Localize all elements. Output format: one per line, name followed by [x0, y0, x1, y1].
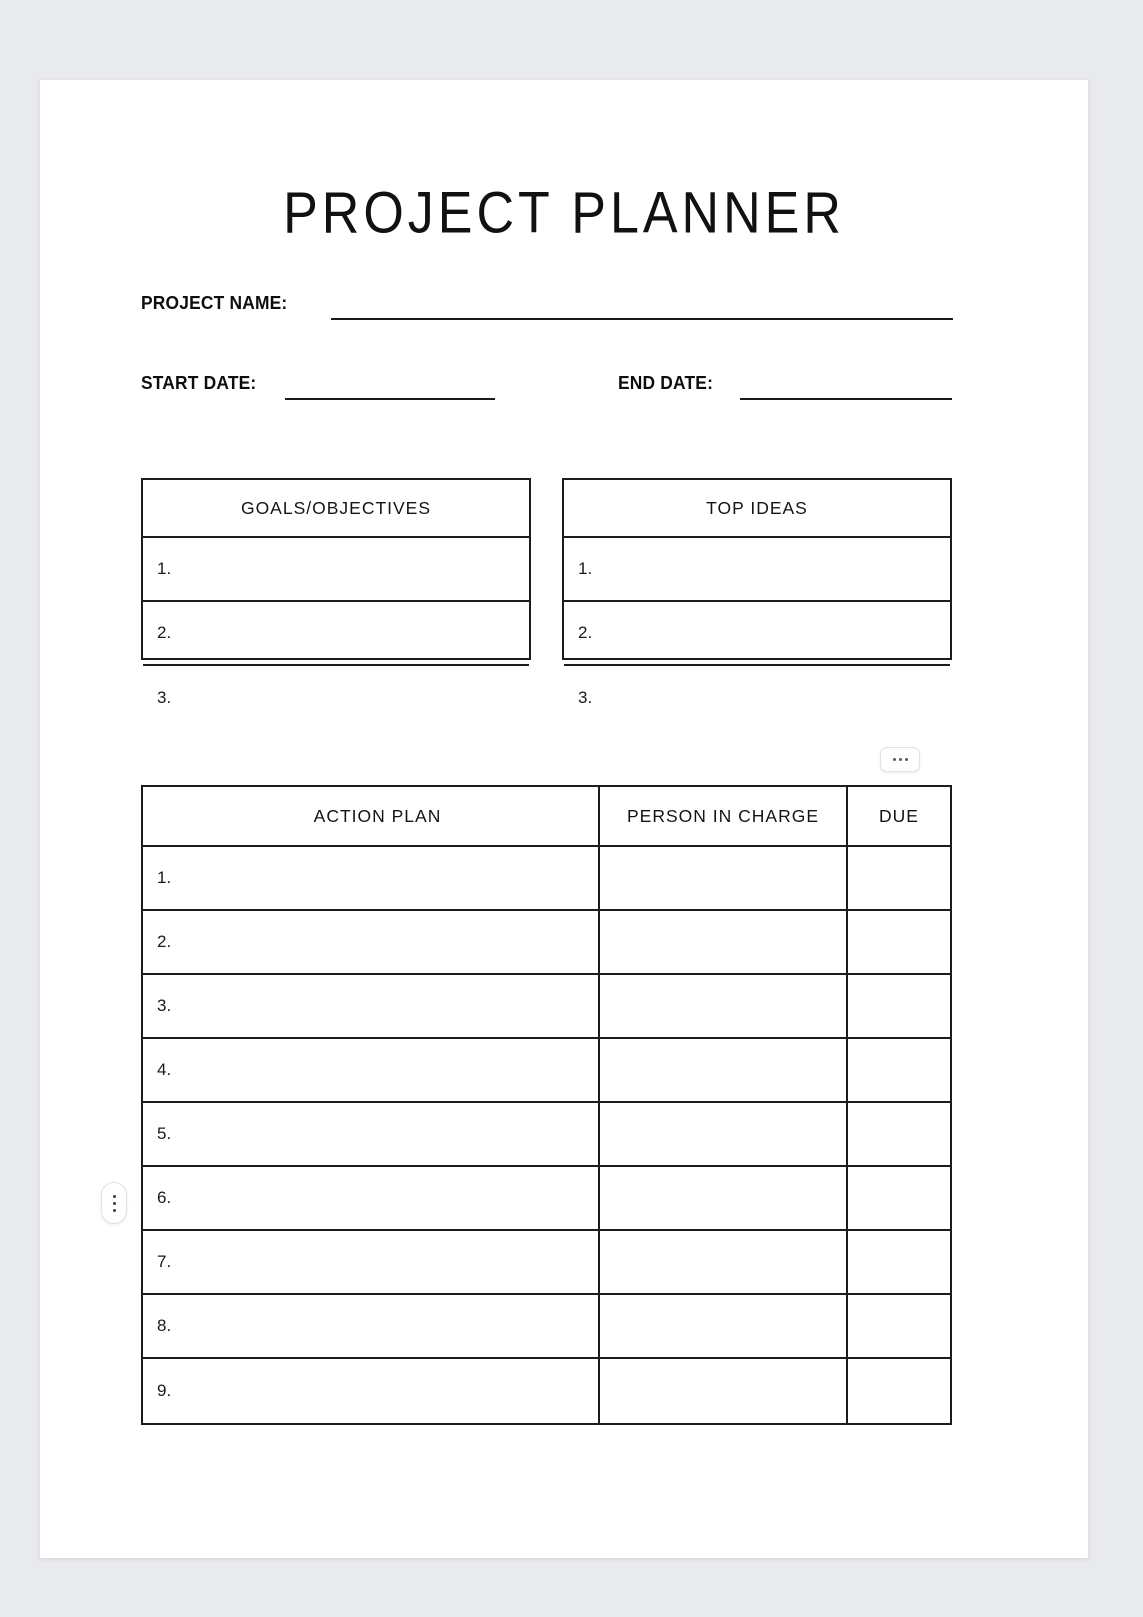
due-header-cell — [848, 787, 950, 845]
action-plan-header-cell — [143, 787, 600, 845]
table-row[interactable] — [143, 1167, 950, 1231]
drag-handle-button[interactable] — [101, 1182, 127, 1224]
table-row[interactable] — [143, 975, 950, 1039]
ellipsis-vertical-icon — [113, 1202, 116, 1205]
start-date-label: START DATE: — [141, 372, 257, 393]
top-ideas-header-label: TOP IDEAS — [706, 497, 808, 518]
due-cell[interactable] — [848, 1231, 950, 1293]
action-plan-header-label: ACTION PLAN — [313, 805, 442, 826]
due-cell[interactable] — [848, 847, 950, 909]
ideas-row[interactable] — [564, 602, 950, 666]
action-plan-cell[interactable] — [143, 1295, 600, 1357]
due-cell[interactable] — [848, 1167, 950, 1229]
action-plan-cell[interactable] — [143, 1039, 600, 1101]
person-in-charge-cell[interactable] — [600, 847, 848, 909]
end-date-input[interactable] — [740, 398, 952, 400]
action-plan-row-number: 8. — [157, 1316, 172, 1335]
person-in-charge-cell[interactable] — [600, 911, 848, 973]
ellipsis-vertical-icon — [113, 1209, 116, 1212]
due-cell[interactable] — [848, 911, 950, 973]
action-plan-row-number: 4. — [157, 1060, 172, 1079]
person-in-charge-cell[interactable] — [600, 1167, 848, 1229]
goals-row-number: 1. — [157, 559, 172, 578]
due-cell[interactable] — [848, 1295, 950, 1357]
ideas-row-number: 1. — [578, 559, 593, 578]
action-plan-cell[interactable] — [143, 1231, 600, 1293]
goals-row[interactable] — [143, 538, 529, 602]
table-row[interactable] — [143, 847, 950, 911]
action-plan-cell[interactable] — [143, 847, 600, 909]
person-in-charge-cell[interactable] — [600, 1231, 848, 1293]
action-plan-header-row — [143, 787, 950, 847]
goals-row[interactable] — [143, 666, 529, 730]
person-in-charge-cell[interactable] — [600, 975, 848, 1037]
ideas-row[interactable] — [564, 666, 950, 730]
person-in-charge-cell[interactable] — [600, 1103, 848, 1165]
action-plan-row-number: 1. — [157, 868, 172, 887]
action-plan-row-number: 5. — [157, 1124, 172, 1143]
action-plan-row-number: 2. — [157, 932, 172, 951]
table-row[interactable] — [143, 1039, 950, 1103]
action-plan-cell[interactable] — [143, 911, 600, 973]
person-in-charge-cell[interactable] — [600, 1039, 848, 1101]
goals-objectives-header — [143, 480, 529, 538]
table-row[interactable] — [143, 1103, 950, 1167]
action-plan-row-number: 3. — [157, 996, 172, 1015]
ellipsis-horizontal-icon — [893, 758, 896, 761]
due-cell[interactable] — [848, 1103, 950, 1165]
ideas-row[interactable] — [564, 538, 950, 602]
person-in-charge-header-label: PERSON IN CHARGE — [627, 805, 819, 826]
person-in-charge-header-cell — [600, 787, 848, 845]
top-ideas-box — [562, 478, 952, 707]
action-plan-cell[interactable] — [143, 1103, 600, 1165]
ellipsis-vertical-icon — [113, 1195, 116, 1198]
goals-row-number: 3. — [157, 688, 172, 707]
due-cell[interactable] — [848, 975, 950, 1037]
more-options-button[interactable] — [880, 747, 920, 772]
start-date-input[interactable] — [285, 398, 495, 400]
due-cell[interactable] — [848, 1039, 950, 1101]
ideas-row-number: 2. — [578, 623, 593, 642]
person-in-charge-cell[interactable] — [600, 1295, 848, 1357]
action-plan-cell[interactable] — [143, 1167, 600, 1229]
action-plan-row-number: 6. — [157, 1188, 172, 1207]
due-cell[interactable] — [848, 1359, 950, 1423]
ellipsis-horizontal-icon — [899, 758, 902, 761]
end-date-label: END DATE: — [618, 372, 714, 393]
action-plan-row-number: 9. — [157, 1381, 172, 1400]
table-row[interactable] — [143, 1359, 950, 1423]
page-title: PROJECT PLANNER — [283, 181, 845, 247]
goals-row[interactable] — [143, 602, 529, 666]
project-name-input[interactable] — [331, 318, 953, 320]
table-row[interactable] — [143, 911, 950, 975]
person-in-charge-cell[interactable] — [600, 1359, 848, 1423]
ellipsis-horizontal-icon — [905, 758, 908, 761]
action-plan-cell[interactable] — [143, 975, 600, 1037]
action-plan-row-number: 7. — [157, 1252, 172, 1271]
table-row[interactable] — [143, 1295, 950, 1359]
planner-page — [40, 80, 1088, 1558]
top-ideas-header — [564, 480, 950, 538]
goals-row-number: 2. — [157, 623, 172, 642]
action-plan-cell[interactable] — [143, 1359, 600, 1423]
due-header-label: DUE — [879, 805, 919, 826]
action-plan-table — [141, 785, 952, 1425]
project-name-label: PROJECT NAME: — [141, 292, 288, 313]
ideas-row-number: 3. — [578, 688, 593, 707]
goals-objectives-header-label: GOALS/OBJECTIVES — [240, 497, 432, 518]
table-row[interactable] — [143, 1231, 950, 1295]
goals-objectives-box — [141, 478, 531, 707]
